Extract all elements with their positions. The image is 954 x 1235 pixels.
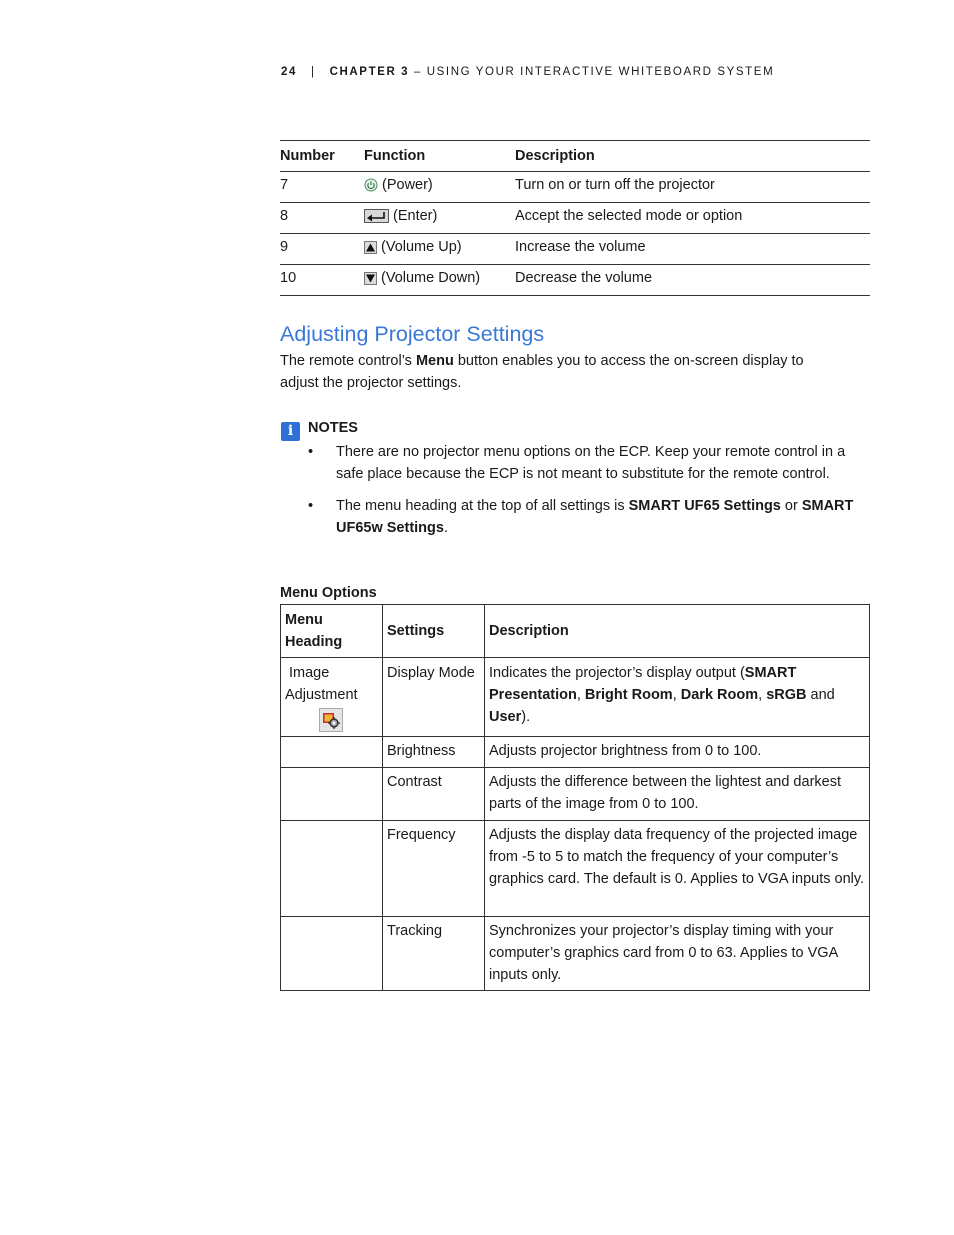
desc-text: , xyxy=(758,687,767,703)
note-text: There are no projector menu options on the ECP. Keep your remote control in a safe place because the ECP is not meant to substitute for the remote control. xyxy=(336,444,846,482)
col-description: Description xyxy=(515,141,870,172)
row-description: Decrease the volume xyxy=(515,265,870,296)
description-cell: Adjusts projector brightness from 0 to 100. xyxy=(485,737,870,768)
row-function xyxy=(364,172,515,203)
row-function xyxy=(364,265,515,296)
setting-cell: Contrast xyxy=(383,768,485,821)
desc-bold: SMART Presentation xyxy=(489,665,797,703)
col-description: Description xyxy=(485,605,870,658)
page-header xyxy=(281,66,774,78)
col-function: Function xyxy=(364,141,515,172)
row-description: Increase the volume xyxy=(515,234,870,265)
col-menu-heading: Menu Heading xyxy=(281,605,383,658)
bullet: • xyxy=(308,498,314,514)
intro-text-rest: button enables you to access the on-screen display to adjust the projector settings. xyxy=(280,353,804,391)
table-row xyxy=(281,917,870,991)
setting-cell: Brightness xyxy=(383,737,485,768)
list-item xyxy=(308,441,860,485)
notes-list xyxy=(308,441,860,549)
intro-bold: Menu xyxy=(415,353,454,369)
function-label: (Volume Up) xyxy=(381,239,462,255)
note-bold: SMART UF65 Settings xyxy=(628,498,781,514)
desc-text: , xyxy=(576,687,585,703)
table-row xyxy=(281,737,870,768)
col-number: Number xyxy=(280,141,364,172)
table-row xyxy=(281,768,870,821)
row-number: 7 xyxy=(280,172,364,203)
desc-text: and xyxy=(806,687,835,703)
power-icon xyxy=(364,178,378,192)
table-row xyxy=(281,658,870,737)
row-number: 10 xyxy=(280,265,364,296)
menu-heading-cell xyxy=(281,917,383,991)
row-number: 8 xyxy=(280,203,364,234)
info-icon: i xyxy=(281,422,300,441)
row-function xyxy=(364,203,515,234)
enter-icon xyxy=(364,209,389,223)
setting-cell: Display Mode xyxy=(383,658,485,737)
menu-options-table xyxy=(280,604,870,991)
table-row xyxy=(280,172,870,203)
menu-heading-label: Image Adjustment xyxy=(285,665,358,703)
desc-text: ). xyxy=(521,709,531,725)
note-text: The menu heading at the top of all settings is xyxy=(336,498,629,514)
menu-options-caption: Menu Options xyxy=(280,585,377,601)
desc-text: , xyxy=(672,687,681,703)
description-cell: Adjusts the difference between the lightest and darkest parts of the image from 0 to 100. xyxy=(485,768,870,821)
function-label: (Power) xyxy=(382,177,433,193)
row-description: Turn on or turn off the projector xyxy=(515,172,870,203)
section-title: Adjusting Projector Settings xyxy=(280,322,545,346)
menu-heading-cell xyxy=(281,658,383,737)
desc-bold: User xyxy=(489,709,522,725)
setting-cell: Frequency xyxy=(383,821,485,917)
table-row xyxy=(281,821,870,917)
desc-bold: Dark Room xyxy=(680,687,759,703)
header-separator: | xyxy=(311,66,316,78)
volume-down-icon xyxy=(364,272,377,285)
list-item xyxy=(308,495,860,539)
page-number: 24 xyxy=(281,66,297,78)
notes-title: NOTES xyxy=(308,420,358,436)
row-function xyxy=(364,234,515,265)
desc-bold: Bright Room xyxy=(584,687,673,703)
menu-heading-cell xyxy=(281,821,383,917)
table-row xyxy=(280,203,870,234)
row-description: Accept the selected mode or option xyxy=(515,203,870,234)
function-table-header xyxy=(280,141,870,172)
chapter-label: CHAPTER 3 xyxy=(329,66,410,78)
menu-heading-cell xyxy=(281,768,383,821)
desc-bold: sRGB xyxy=(766,687,807,703)
description-cell: Synchronizes your projector’s display timing with your computer’s graphics card from 0 to 63. Applies to VGA inputs only. xyxy=(485,917,870,991)
note-text: . xyxy=(443,520,448,536)
col-settings: Settings xyxy=(383,605,485,658)
chapter-title: – USING YOUR INTERACTIVE WHITEBOARD SYSTEM xyxy=(409,66,775,78)
note-text: or xyxy=(780,498,802,514)
function-label: (Volume Down) xyxy=(381,270,481,286)
intro-paragraph xyxy=(280,350,840,394)
description-cell xyxy=(485,658,870,737)
volume-up-icon xyxy=(364,241,377,254)
bullet: • xyxy=(308,444,314,460)
desc-text: Indicates the projector’s display output ( xyxy=(489,665,745,681)
function-label: (Enter) xyxy=(393,208,438,224)
note-bold: SMART UF65w Settings xyxy=(336,498,854,536)
menu-table-header xyxy=(281,605,870,658)
image-adjustment-icon xyxy=(319,708,343,732)
menu-heading-cell xyxy=(281,737,383,768)
description-cell: Adjusts the display data frequency of the projected image from -5 to 5 to match the frequency of your computer’s graphics card. The default is 0. Applies to VGA inputs only. xyxy=(485,821,870,917)
setting-cell: Tracking xyxy=(383,917,485,991)
function-table xyxy=(280,140,870,296)
table-row xyxy=(280,234,870,265)
intro-text: The remote control’s xyxy=(280,353,416,369)
row-number: 9 xyxy=(280,234,364,265)
table-row xyxy=(280,265,870,296)
